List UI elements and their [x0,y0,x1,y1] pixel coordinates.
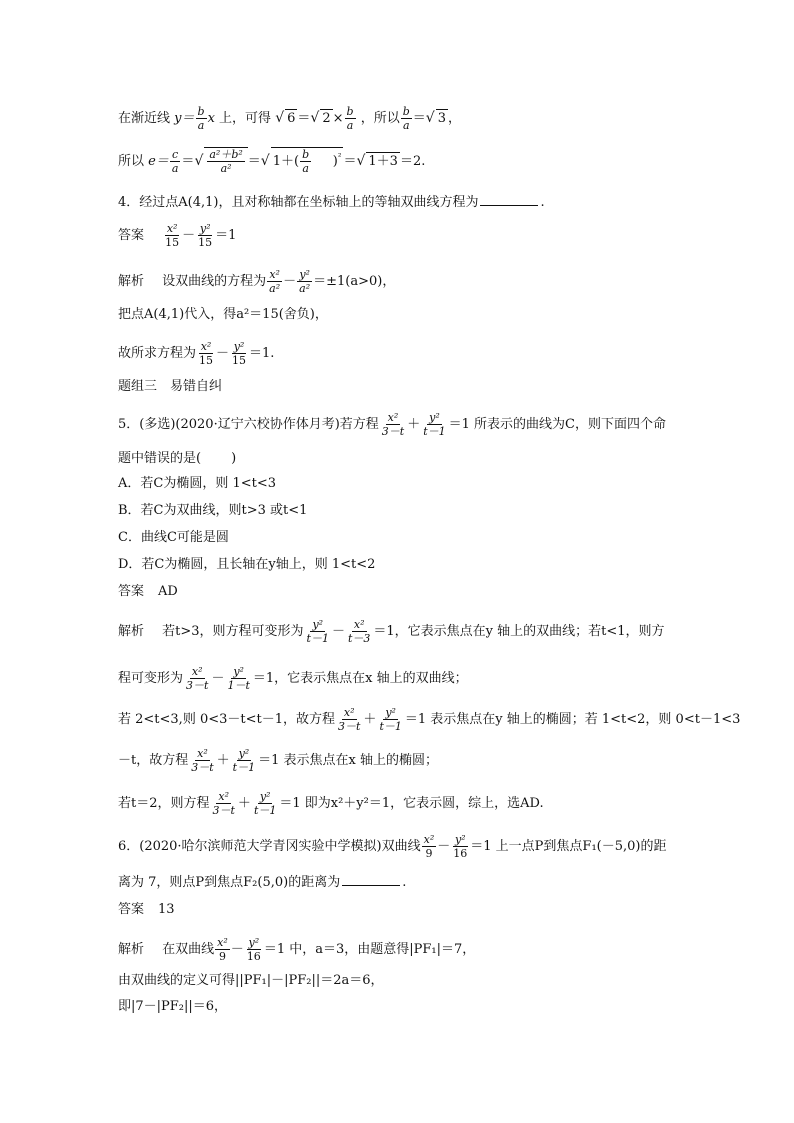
analysis-5-line-5: 若t＝2，则方程 $\frac{\text{x²}}{3-t}$ ＋ $\frac{\text{y²}}{t-1}$ ＝1 即为x²＋y²＝1，它表示圆，综上，选AD. [118,790,544,817]
sqrt-sign: √ [275,110,285,126]
fraction: $\frac{b}{a}$ [197,105,205,132]
sqrt-value: 6 [287,111,296,126]
analysis-5-line-2: 程可变形为 $\frac{\text{x²}}{3-t}$ － $\frac{\text{y²}}{1-t}$ ＝1，它表示焦点在x 轴上的双曲线； [118,665,468,692]
analysis-4: 解析 设双曲线的方程为 $\frac{\text{x²}}{\text{a²}}$ － $\frac{\text{y²}}{\text{a²}}$ ＝±1(a>0)， [118,268,396,295]
fraction: $\frac{b}{a}$ [346,105,354,132]
text: 在渐近线 [118,111,171,126]
answer-6: 答案 13 [118,902,175,917]
sqrt-sign: √ [310,110,320,126]
math-expr: y＝ [174,111,195,126]
analysis-5: 解析 若t>3，则方程可变形为 $\frac{\text{y²}}{t-1}$ － $\frac{\text{x²}}{t-3}$ ＝1，它表示焦点在y 轴上的双曲线；若t<1，则方 [118,618,665,645]
answer-label: 答案 [118,228,145,243]
option-b: B．若C为双曲线，则t>3 或t<1 [118,503,308,518]
analysis-6: 解析 在双曲线 $\frac{\text{x²}}{9}$ － $\frac{\text{y²}}{16}$ ＝1 中，a＝3，由题意得|PF₁|＝7， [118,936,476,963]
text: ，所以 [360,111,400,126]
fraction: $\frac{c}{a}$ [171,148,179,175]
question-5: 5．(多选)(2020·辽宁六校协作体月考)若方程 $\frac{\text{x²}}{3-t}$ ＋ $\frac{\text{y²}}{t-1}$ ＝1 所表示的曲线为C，则下面四个命 [118,411,666,438]
option-a: A．若C为椭圆，则 1<t<3 [118,476,277,491]
fraction: $\frac{b}{a}$ [402,105,410,132]
question-5-line-2: 题中错误的是( ) [118,451,237,466]
question-4: 4．经过点A(4,1)，且对称轴都在坐标轴上的等轴双曲线方程为 . [118,195,545,210]
math-expr: x [207,111,215,126]
option-c: C．曲线C可能是圆 [118,530,229,545]
text: 所以 [118,154,145,169]
sqrt-fraction: $\frac{\text{a²＋b²}}{\text{a²}}$ [204,147,247,175]
question-6-line-2: 离为 7，则点P到焦点F₂(5,0)的距离为 . [118,875,407,890]
analysis-label: 解析 [118,274,145,289]
answer-4: 答案 $\frac{\text{x²}}{15}$ － $\frac{\text{y²}}{15}$ ＝1 [118,222,237,249]
solution-line-asymptote: 在渐近线 y＝ $\frac{b}{a}$ x 上，可得 √ 6 ＝√ 2 × $\frac{b}{a}$ ，所以 $\frac{b}{a}$ ＝√ 3 ， [118,105,462,132]
analysis-6-line-2: 由双曲线的定义可得||PF₁|－|PF₂||＝2a＝6， [118,973,384,988]
answer-5: 答案 AD [118,584,178,599]
analysis-5-line-4: －t，故方程 $\frac{\text{x²}}{3-t}$ ＋ $\frac{\text{y²}}{t-1}$ ＝1 表示焦点在x 轴上的椭圆； [118,747,438,774]
option-d: D．若C为椭圆，且长轴在y轴上，则 1<t<2 [118,557,376,572]
question-6: 6．(2020·哈尔滨师范大学青冈实验中学模拟)双曲线 $\frac{\text{x²}}{9}$ － $\frac{\text{y²}}{16}$ ＝1 上一点P到焦点F₁(－5,0)的距 [118,833,667,860]
answer-blank [480,193,538,206]
analysis-4-line-3: 故所求方程为 $\frac{\text{x²}}{15}$ － $\frac{\text{y²}}{15}$ ＝1. [118,340,275,367]
analysis-4-line-2: 把点A(4,1)代入，得a²＝15(舍负)， [118,307,328,322]
section-heading: 题组三 易错自纠 [118,379,223,394]
answer-blank [342,873,400,886]
analysis-6-line-3: 即|7－|PF₂||＝6， [118,999,228,1014]
solution-line-eccentricity: 所以 e＝ $\frac{c}{a}$ ＝√ $\frac{\text{a²＋b²}}{\text{a²}}$ ＝√ 1＋( $\frac{b}{a}$ )$^{^2}$ ＝√ 1＋3 ＝2. [118,148,426,175]
sqrt-value: 2 [322,111,331,126]
analysis-5-line-3: 若 2<t<3,则 0<3－t<t－1，故方程 $\frac{\text{x²}}{3-t}$ ＋ $\frac{\text{y²}}{t-1}$ ＝1 表示焦点在y 轴上的椭圆；若 1<t<2，则 0<t－1<3 [118,706,741,733]
text: 上，可得 [219,111,272,126]
